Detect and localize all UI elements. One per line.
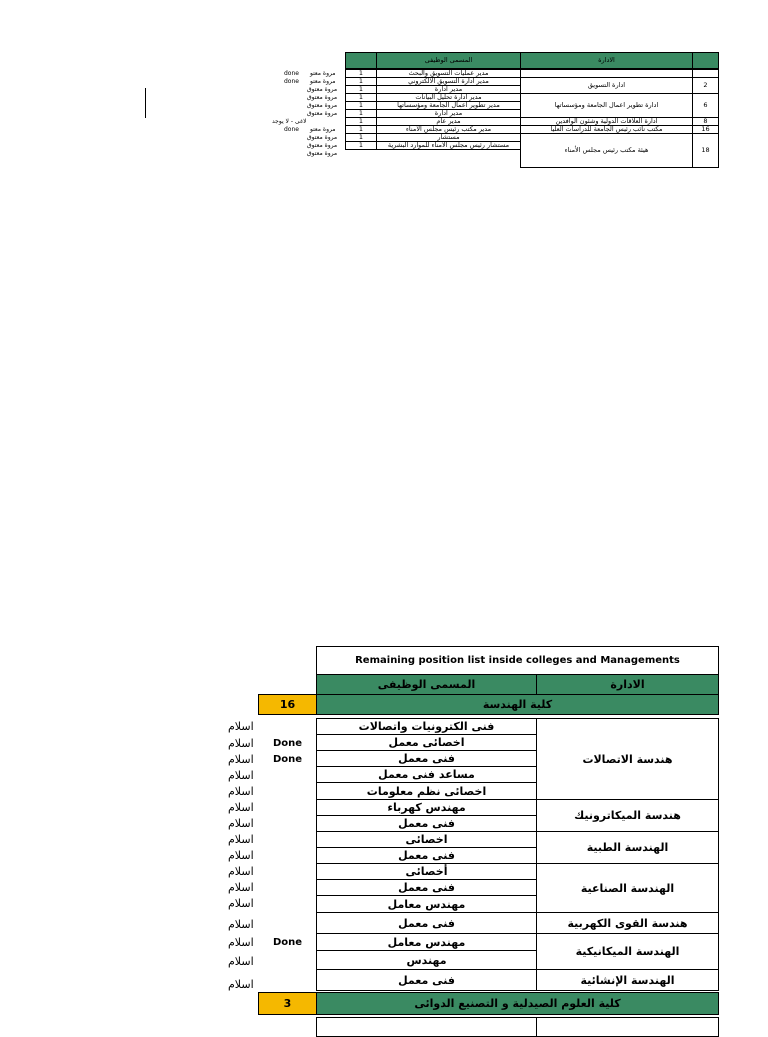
department-cell-partial — [536, 1017, 719, 1037]
top-row-title: مدير تطوير اعمال الجامعة ومؤسساتها — [376, 101, 521, 110]
job-title-cell: مهندس كهرباء — [316, 799, 537, 816]
top-row-count: 1 — [345, 117, 377, 126]
top-note: مروة معتوق — [307, 102, 338, 109]
assignee-label: اسلام — [228, 955, 254, 968]
assignee-label: اسلام — [228, 897, 254, 910]
job-title-cell: مهندس — [316, 950, 537, 970]
top-dept-num: 16 — [692, 125, 719, 134]
assignee-label: اسلام — [228, 769, 254, 782]
job-title-cell: فنى معمل — [316, 912, 537, 934]
header-job-title: المسمى الوظيفى — [316, 674, 537, 695]
top-note: مروة معتوق — [307, 110, 338, 117]
assignee-label: اسلام — [228, 817, 254, 830]
top-note: مروة معتوق — [307, 134, 338, 141]
assignee-label: اسلام — [228, 753, 254, 766]
job-title-cell: فنى معمل — [316, 879, 537, 896]
job-title-cell: فنى معمل — [316, 969, 537, 991]
college-name: كلية الهندسة — [316, 694, 719, 715]
top-row-count: 1 — [345, 93, 377, 102]
job-title-cell: اخصائى — [316, 831, 537, 848]
table-title: Remaining position list inside colleges and Managements — [316, 646, 719, 675]
assignee-label: اسلام — [228, 785, 254, 798]
assignee-label: اسلام — [228, 720, 254, 733]
top-row-count: 1 — [345, 101, 377, 110]
assignee-label: اسلام — [228, 978, 254, 991]
top-row-count: 1 — [345, 77, 377, 86]
top-dept: ادارة العلاقات الدولية وشئون الوافدين — [520, 117, 693, 126]
top-status: done — [284, 70, 299, 77]
top-dept-num: 8 — [692, 117, 719, 126]
assignee-label: اسلام — [228, 865, 254, 878]
top-row-count: 1 — [345, 109, 377, 118]
top-status: done — [284, 78, 299, 85]
top-row-count: 1 — [345, 85, 377, 94]
top-note: مروة معتوق — [307, 142, 338, 149]
college-name: كلية العلوم الصيدلية و التصنيع الدوائى — [316, 992, 719, 1015]
top-dept-num: 2 — [692, 77, 719, 94]
department-cell: هندسة الميكاترونيك — [536, 799, 719, 832]
job-title-cell: اخصائى معمل — [316, 734, 537, 751]
top-row-title: مدير ادارة التسويق الالكتروني — [376, 77, 521, 86]
job-title-cell: فنى الكترونيات واتصالات — [316, 718, 537, 735]
assignee-label: اسلام — [228, 936, 254, 949]
top-row-title: مدير عمليات التسويق والبحث — [376, 69, 521, 78]
job-title-cell: مساعد فنى معمل — [316, 766, 537, 783]
status-done-label: Done — [273, 937, 303, 948]
top-row-title: مستشار رئيس مجلس الامناء للموارد البشرية — [376, 141, 521, 150]
top-row-title: مدير مكتب رئيس مجلس الامناء — [376, 125, 521, 134]
top-row-title: مدير ادارة تحليل البيانات — [376, 93, 521, 102]
job-title-cell-partial — [316, 1017, 537, 1037]
assignee-label: اسلام — [228, 881, 254, 894]
top-header-job-title: المسمى الوظيفى — [376, 52, 521, 69]
top-header-count — [345, 52, 377, 69]
job-title-cell: فنى معمل — [316, 815, 537, 832]
department-cell: هندسة الاتصالات — [536, 718, 719, 800]
job-title-cell: اخصائى نظم معلومات — [316, 782, 537, 800]
top-note: مروة معتوق — [307, 150, 338, 157]
top-dept-num: 18 — [692, 133, 719, 168]
top-dept: ادارة التسويق — [520, 77, 693, 94]
top-note: مروة معتوق — [307, 86, 338, 93]
top-note: مروة معتو — [310, 126, 336, 133]
header-department: الادارة — [536, 674, 719, 695]
top-row-count: 1 — [345, 141, 377, 150]
job-title-cell: فنى معمل — [316, 750, 537, 767]
assignee-label: اسلام — [228, 737, 254, 750]
top-dept: ادارة تطوير اعمال الجامعة ومؤسساتها — [520, 93, 693, 118]
job-title-cell: فنى معمل — [316, 847, 537, 864]
status-done-label: Done — [273, 738, 303, 749]
department-cell: الهندسة الصناعية — [536, 863, 719, 913]
department-cell: الهندسة الإنشائية — [536, 969, 719, 991]
job-title-cell: أخصائى — [316, 863, 537, 880]
assignee-label: اسلام — [228, 801, 254, 814]
top-status: done — [284, 126, 299, 133]
top-header-num — [692, 52, 719, 69]
top-dept: مكتب نائب رئيس الجامعة للدراسات العليا — [520, 125, 693, 134]
job-title-cell: مهندس معامل — [316, 895, 537, 913]
top-header-department: الادارة — [520, 52, 693, 69]
department-cell: الهندسة الميكانيكية — [536, 933, 719, 970]
status-done-label: Done — [273, 754, 303, 765]
college-count: 3 — [258, 992, 317, 1015]
college-count: 16 — [258, 694, 317, 715]
top-row-title: مستشار — [376, 133, 521, 142]
department-cell: الهندسة الطبية — [536, 831, 719, 864]
job-title-cell: مهندس معامل — [316, 933, 537, 951]
top-row-title: مدير ادارة — [376, 85, 521, 94]
top-status: لاغى - لا يوجد — [272, 118, 307, 125]
top-row-title: مدير ادارة — [376, 109, 521, 118]
department-cell: هندسة القوى الكهربية — [536, 912, 719, 934]
assignee-label: اسلام — [228, 833, 254, 846]
top-dept-num: 6 — [692, 93, 719, 118]
top-dept: هيئة مكتب رئيس مجلس الأمناء — [520, 133, 693, 168]
assignee-label: اسلام — [228, 849, 254, 862]
top-row-title: مدير عام — [376, 117, 521, 126]
text-cursor — [145, 88, 146, 118]
top-row-count: 1 — [345, 125, 377, 134]
top-note: مروة معتوق — [307, 94, 338, 101]
top-row-count: 1 — [345, 69, 377, 78]
top-note: مروة معتو — [310, 70, 336, 77]
top-row-count: 1 — [345, 133, 377, 142]
top-note: مروة معتو — [310, 78, 336, 85]
assignee-label: اسلام — [228, 918, 254, 931]
